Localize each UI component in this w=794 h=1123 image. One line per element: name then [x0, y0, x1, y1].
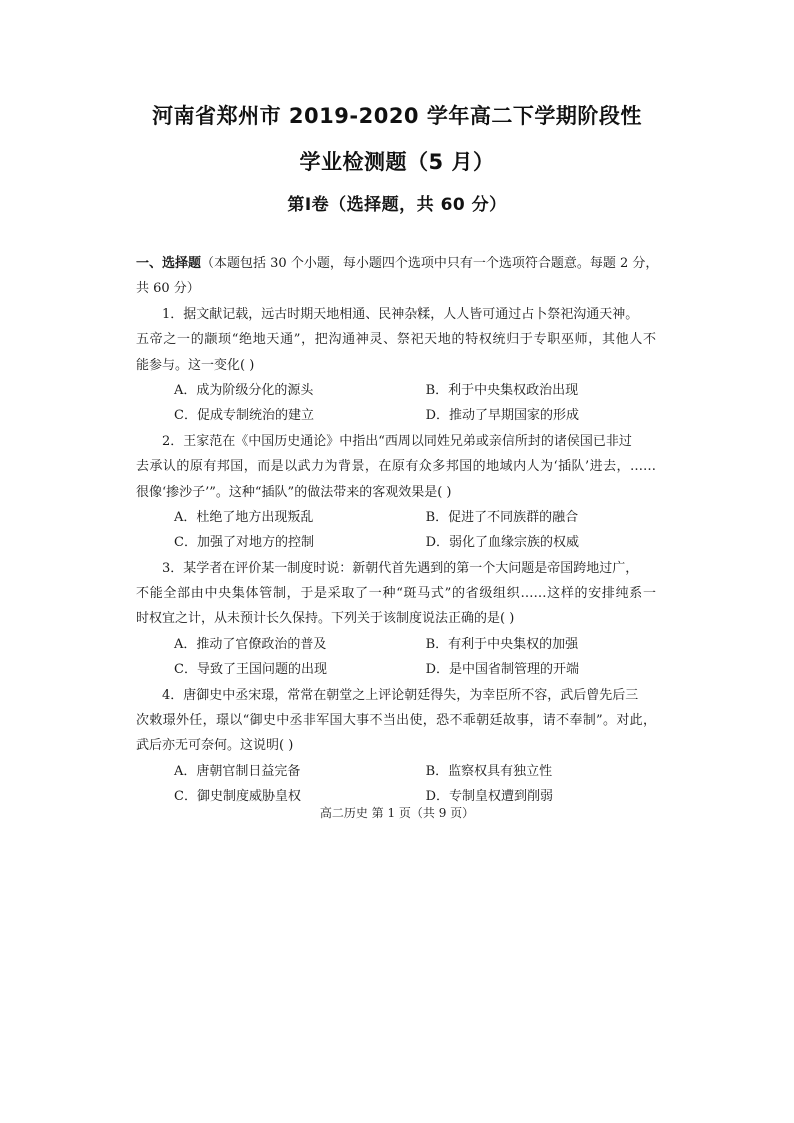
option-d[interactable]: D．是中国省制管理的开端 [425, 662, 579, 678]
option-c[interactable]: C．促成专制统治的建立 [174, 408, 314, 424]
question-4 [136, 683, 656, 810]
option-d[interactable]: D．弱化了血缘宗族的权威 [425, 535, 579, 551]
question-stem-line: 五帝之一的颛顼“绝地天通”，把沟通神灵、祭祀天地的特权统归于专职巫师，其他人不 [136, 332, 656, 348]
instructions-line1 [136, 251, 659, 276]
question-stem-line: 不能全部由中央集体管制，于是采取了一种“斑马式”的省级组织……这样的安排纯系一 [136, 586, 656, 602]
options-row [136, 530, 656, 555]
instructions-text: （本题包括 30 个小题，每小题四个选项中只有一个选项符合题意。每题 2 分， [201, 256, 659, 271]
option-d[interactable]: D．推动了早期国家的形成 [425, 408, 579, 424]
option-b[interactable]: B．监察权具有独立性 [425, 763, 553, 779]
option-a[interactable]: A．成为阶级分化的源头 [174, 382, 314, 398]
option-a[interactable]: A．唐朝官制日益完备 [174, 763, 301, 779]
question-stem-line: 武后亦无可奈何。这说明( ) [136, 738, 294, 754]
question-1 [136, 302, 656, 429]
question-stem-line: 能参与。这一变化( ) [136, 357, 255, 373]
question-stem-line: 3．某学者在评价某一制度时说：新朝代首先遇到的第一个大问题是帝国跨地过广， [162, 560, 639, 576]
option-d[interactable]: D．专制皇权遭到削弱 [425, 789, 553, 805]
section-title: 第Ⅰ卷（选择题，共 60 分） [287, 195, 507, 215]
question-stem-line: 2．王家范在《中国历史通论》中指出“西周以同姓兄弟或亲信所封的诸侯国已非过 [162, 433, 632, 449]
options-row [136, 759, 656, 784]
question-stem-line: 4．唐御史中丞宋璟，常常在朝堂之上评论朝廷得失，为幸臣所不容，武后曾先后三 [162, 687, 639, 703]
option-a[interactable]: A．推动了官僚政治的普及 [174, 636, 327, 652]
exam-content [136, 251, 659, 810]
question-2 [136, 429, 656, 556]
question-3 [136, 556, 656, 683]
option-c[interactable]: C．加强了对地方的控制 [174, 535, 314, 551]
option-b[interactable]: B．有利于中央集权的加强 [425, 636, 579, 652]
options-row [136, 505, 656, 530]
option-b[interactable]: B．促进了不同族群的融合 [425, 509, 579, 525]
question-stem-line: 次敕璟外任，璟以“御史中丞非军国大事不当出使，恐不乖朝廷故事，请不奉制”。对此， [136, 713, 656, 729]
question-stem-line: 去承认的原有邦国，而是以武力为背景，在原有众多邦国的地域内人为‘插队’进去，…… [136, 459, 656, 475]
options-row [136, 632, 656, 657]
question-stem-line: 时权宜之计，从未预计长久保持。下列关于该制度说法正确的是( ) [136, 611, 515, 627]
option-a[interactable]: A．杜绝了地方出现叛乱 [174, 509, 314, 525]
question-stem-line: 1．据文献记载，远古时期天地相通、民神杂糅，人人皆可通过占卜祭祀沟通天神。 [162, 306, 639, 322]
option-c[interactable]: C．御史制度威胁皇权 [174, 789, 301, 805]
options-row [136, 378, 656, 403]
option-c[interactable]: C．导致了王国问题的出现 [174, 662, 327, 678]
instructions-label: 一、选择题 [136, 256, 202, 271]
option-b[interactable]: B．利于中央集权政治出现 [425, 382, 579, 398]
exam-title-line1: 河南省郑州市 2019-2020 学年高二下学期阶段性 [152, 104, 642, 128]
page-footer: 高二历史 第 1 页（共 9 页） [319, 806, 475, 820]
question-stem-line: 很像‘掺沙子’”。这种“插队”的做法带来的客观效果是( ) [136, 484, 452, 500]
exam-title-line2: 学业检测题（5 月） [299, 150, 495, 174]
instructions-line2: 共 60 分） [136, 281, 200, 297]
options-row [136, 657, 656, 682]
options-row [136, 403, 656, 428]
